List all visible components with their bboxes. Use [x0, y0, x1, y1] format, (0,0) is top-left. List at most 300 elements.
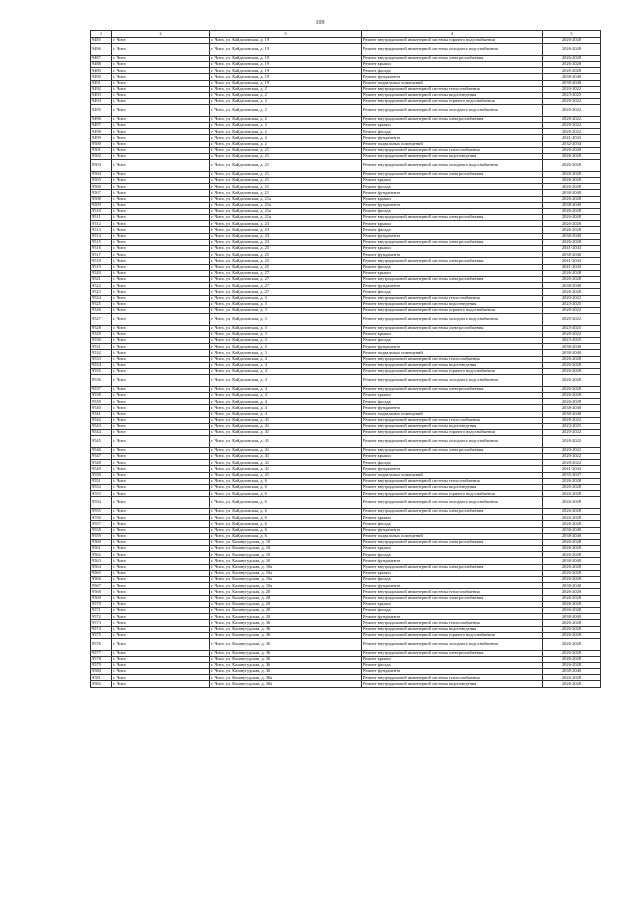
address-cell: г. Чита, ул. Кайдаловская, д. 41: [210, 447, 362, 453]
work-type-cell: Ремонт внутридомовой инженерной системы горячего водоснабжения: [362, 430, 543, 436]
period-cell: 2026-2028: [543, 276, 601, 282]
address-cell: г. Чита, ул. Кайдаловская, д. 41: [210, 460, 362, 466]
address-cell: г. Чита, ул. Кайдаловская, д. 4: [210, 356, 362, 362]
period-cell: 2026-2028: [543, 375, 601, 387]
period-cell: 2026-2028: [543, 289, 601, 295]
address-cell: г. Чита, ул. Кайдаловская, д. 6: [210, 485, 362, 491]
work-type-cell: Ремонт подвальных помещений: [362, 472, 543, 478]
locality-cell: г. Чита: [112, 270, 210, 276]
address-cell: г. Чита, ул. Кайдаловская, д. 2: [210, 105, 362, 117]
locality-cell: г. Чита: [112, 356, 210, 362]
period-cell: 2026-2028: [543, 632, 601, 638]
work-type-cell: Ремонт внутридомовой инженерной системы электроснабжения: [362, 595, 543, 601]
period-cell: 2038-2040: [543, 583, 601, 589]
address-cell: г. Чита, ул. Кайдаловская, д. 4: [210, 375, 362, 387]
work-type-cell: Ремонт фундамента: [362, 283, 543, 289]
locality-cell: г. Чита: [112, 276, 210, 282]
address-cell: г. Чита, ул. Кайдаловская, д. 2: [210, 129, 362, 135]
address-cell: г. Чита, ул. Кайдаловская, д. 4: [210, 369, 362, 375]
locality-cell: г. Чита: [112, 521, 210, 527]
address-cell: г. Чита, ул. Казанугудская, д. 36: [210, 638, 362, 650]
locality-cell: г. Чита: [112, 289, 210, 295]
period-cell: 2038-2040: [543, 614, 601, 620]
locality-cell: г. Чита: [112, 430, 210, 436]
period-cell: 2035-2037: [543, 472, 601, 478]
locality-cell: г. Чита: [112, 215, 210, 221]
row-number-cell: 9508: [91, 196, 112, 202]
address-cell: г. Чита, ул. Кайдаловская, д. 41: [210, 436, 362, 448]
locality-cell: г. Чита: [112, 258, 210, 264]
work-type-cell: Ремонт фасада: [362, 184, 543, 190]
row-number-cell: 9545: [91, 436, 112, 448]
work-type-cell: Ремонт крыши: [362, 196, 543, 202]
address-cell: г. Чита, ул. Кайдаловская, д. 19: [210, 80, 362, 86]
locality-cell: г. Чита: [112, 515, 210, 521]
address-cell: г. Чита, ул. Кайдаловская, д. 3: [210, 301, 362, 307]
period-cell: 2041-2043: [543, 264, 601, 270]
row-number-cell: 9514: [91, 233, 112, 239]
work-type-cell: Ремонт внутридомовой инженерной системы горячего водоснабжения: [362, 99, 543, 105]
work-type-cell: Ремонт внутридомовой инженерной системы теплоснабжения: [362, 620, 543, 626]
work-type-cell: Ремонт крыши: [362, 177, 543, 183]
address-cell: г. Чита, ул. Кайдаловская, д. 25: [210, 258, 362, 264]
locality-cell: г. Чита: [112, 196, 210, 202]
period-cell: 2020-2022: [543, 116, 601, 122]
period-cell: 2020-2022: [543, 454, 601, 460]
address-cell: г. Чита, ул. Казанугудская, д. 36: [210, 656, 362, 662]
locality-cell: г. Чита: [112, 375, 210, 387]
row-number-cell: 9554: [91, 497, 112, 509]
locality-cell: г. Чита: [112, 38, 210, 44]
row-number-cell: 9493: [91, 92, 112, 98]
table-row: [91, 436, 601, 448]
period-cell: 2026-2028: [543, 497, 601, 509]
locality-cell: г. Чита: [112, 92, 210, 98]
address-cell: г. Чита, ул. Кайдаловская, д. 19: [210, 74, 362, 80]
period-cell: 2020-2022: [543, 129, 601, 135]
work-type-cell: Ремонт фундамента: [362, 74, 543, 80]
work-type-cell: Ремонт внутридомовой инженерной системы холодного водоснабжения: [362, 497, 543, 509]
address-cell: г. Чита, ул. Кайдаловская, д. 3: [210, 325, 362, 331]
period-cell: 2020-2022: [543, 430, 601, 436]
address-cell: г. Чита, ул. Казанугудская, д. 36: [210, 620, 362, 626]
locality-cell: г. Чита: [112, 447, 210, 453]
row-number-cell: 9536: [91, 375, 112, 387]
address-cell: г. Чита, ул. Кайдаловская, д. 2: [210, 123, 362, 129]
work-type-cell: Ремонт внутридомовой инженерной системы теплоснабжения: [362, 86, 543, 92]
work-type-cell: Ремонт внутридомовой инженерной системы электроснабжения: [362, 564, 543, 570]
work-type-cell: Ремонт внутридомовой инженерной системы электроснабжения: [362, 539, 543, 545]
row-number-cell: 9556: [91, 515, 112, 521]
work-type-cell: Ремонт фундамента: [362, 252, 543, 258]
period-cell: 2020-2022: [543, 460, 601, 466]
work-type-cell: Ремонт фасада: [362, 662, 543, 668]
work-type-cell: Ремонт внутридомовой инженерной системы холодного водоснабжения: [362, 375, 543, 387]
period-cell: 2020-2022: [543, 307, 601, 313]
locality-cell: г. Чита: [112, 577, 210, 583]
locality-cell: г. Чита: [112, 129, 210, 135]
address-cell: г. Чита, ул. Кайдаловская, д. 25: [210, 264, 362, 270]
period-cell: 2020-2022: [543, 86, 601, 92]
period-cell: 2023-2025: [543, 423, 601, 429]
period-cell: 2038-2040: [543, 558, 601, 564]
work-type-cell: Ремонт крыши: [362, 454, 543, 460]
address-cell: г. Чита, ул. Кайдаловская, д. 3: [210, 350, 362, 356]
row-number-cell: 9544: [91, 430, 112, 436]
locality-cell: г. Чита: [112, 252, 210, 258]
locality-cell: г. Чита: [112, 301, 210, 307]
address-cell: г. Чита, ул. Казанугудская, д. 20: [210, 595, 362, 601]
row-number-cell: 9490: [91, 74, 112, 80]
work-type-cell: Ремонт фасада: [362, 399, 543, 405]
locality-cell: г. Чита: [112, 123, 210, 129]
period-cell: 2026-2028: [543, 38, 601, 44]
row-number-cell: 9525: [91, 301, 112, 307]
locality-cell: г. Чита: [112, 595, 210, 601]
work-type-cell: Ремонт фундамента: [362, 233, 543, 239]
page-number: 109: [315, 20, 325, 26]
address-cell: г. Чита, ул. Кайдаловская, д. 19: [210, 44, 362, 56]
row-number-cell: 9509: [91, 202, 112, 208]
address-cell: г. Чита, ул. Казанугудская, д. 20: [210, 607, 362, 613]
column-header: 3: [210, 31, 362, 38]
period-cell: 2026-2028: [543, 44, 601, 56]
locality-cell: г. Чита: [112, 638, 210, 650]
period-cell: 2026-2028: [543, 270, 601, 276]
row-number-cell: 9527: [91, 314, 112, 326]
work-type-cell: Ремонт фундамента: [362, 135, 543, 141]
address-cell: г. Чита, ул. Казанугудская, д. 36: [210, 662, 362, 668]
locality-cell: г. Чита: [112, 116, 210, 122]
period-cell: 2026-2028: [543, 577, 601, 583]
table-row: [91, 638, 601, 650]
period-cell: 2026-2028: [543, 595, 601, 601]
row-number-cell: 9516: [91, 246, 112, 252]
address-cell: г. Чита, ул. Кайдаловская, д. 3: [210, 338, 362, 344]
address-cell: г. Чита, ул. Кайдаловская, д. 2: [210, 92, 362, 98]
row-number-cell: 9495: [91, 105, 112, 117]
locality-cell: г. Чита: [112, 61, 210, 67]
address-cell: г. Чита, ул. Казанугудская, д. 38а: [210, 675, 362, 681]
period-cell: 2026-2028: [543, 196, 601, 202]
work-type-cell: Ремонт внутридомовой инженерной системы электроснабжения: [362, 239, 543, 245]
row-number-cell: 9504: [91, 171, 112, 177]
work-type-cell: Ремонт фундамента: [362, 466, 543, 472]
address-cell: г. Чита, ул. Кайдаловская, д. 19: [210, 38, 362, 44]
row-number-cell: 9518: [91, 258, 112, 264]
address-cell: г. Чита, ул. Кайдаловская, д. 27: [210, 283, 362, 289]
address-cell: г. Чита, ул. Кайдаловская, д. 21: [210, 190, 362, 196]
work-type-cell: Ремонт крыши: [362, 246, 543, 252]
locality-cell: г. Чита: [112, 399, 210, 405]
work-type-cell: Ремонт внутридомовой инженерной системы электроснабжения: [362, 276, 543, 282]
locality-cell: г. Чита: [112, 570, 210, 576]
locality-cell: г. Чита: [112, 583, 210, 589]
period-cell: 2026-2028: [543, 369, 601, 375]
work-type-cell: Ремонт внутридомовой инженерной системы электроснабжения: [362, 215, 543, 221]
row-number-cell: 9506: [91, 184, 112, 190]
row-number-cell: 9580: [91, 669, 112, 675]
period-cell: 2026-2028: [543, 147, 601, 153]
row-number-cell: 9528: [91, 325, 112, 331]
row-number-cell: 9549: [91, 466, 112, 472]
locality-cell: г. Чита: [112, 392, 210, 398]
locality-cell: г. Чита: [112, 350, 210, 356]
address-cell: г. Чита, ул. Кайдаловская, д. 4: [210, 399, 362, 405]
work-type-cell: Ремонт крыши: [362, 546, 543, 552]
period-cell: 2032-2034: [543, 141, 601, 147]
locality-cell: г. Чита: [112, 221, 210, 227]
row-number-cell: 9552: [91, 485, 112, 491]
row-number-cell: 9566: [91, 577, 112, 583]
period-cell: 2026-2028: [543, 485, 601, 491]
work-type-cell: Ремонт внутридомовой инженерной системы теплоснабжения: [362, 147, 543, 153]
table-row: [91, 160, 601, 172]
work-type-cell: Ремонт фасада: [362, 577, 543, 583]
period-cell: 2038-2040: [543, 527, 601, 533]
period-cell: 2026-2028: [543, 399, 601, 405]
work-type-cell: Ремонт крыши: [362, 61, 543, 67]
locality-cell: г. Чита: [112, 675, 210, 681]
table-body: [91, 38, 601, 688]
work-type-cell: Ремонт крыши: [362, 656, 543, 662]
address-cell: г. Чита, ул. Кайдаловская, д. 23: [210, 233, 362, 239]
period-cell: 2026-2028: [543, 607, 601, 613]
address-cell: г. Чита, ул. Кайдаловская, д. 6: [210, 478, 362, 484]
period-cell: 2038-2040: [543, 74, 601, 80]
locality-cell: г. Чита: [112, 338, 210, 344]
period-cell: 2026-2028: [543, 386, 601, 392]
period-cell: 2041-2043: [543, 246, 601, 252]
work-type-cell: Ремонт внутридомовой инженерной системы холодного водоснабжения: [362, 160, 543, 172]
period-cell: 2020-2022: [543, 105, 601, 117]
row-number-cell: 9572: [91, 614, 112, 620]
locality-cell: г. Чита: [112, 620, 210, 626]
period-cell: 2038-2040: [543, 533, 601, 539]
period-cell: 2041-2043: [543, 258, 601, 264]
row-number-cell: 9513: [91, 227, 112, 233]
row-number-cell: 9485: [91, 38, 112, 44]
address-cell: г. Чита, ул. Кайдаловская, д. 25: [210, 252, 362, 258]
locality-cell: г. Чита: [112, 331, 210, 337]
work-type-cell: Ремонт фундамента: [362, 527, 543, 533]
period-cell: 2020-2022: [543, 436, 601, 448]
row-number-cell: 9510: [91, 208, 112, 214]
work-type-cell: Ремонт внутридомовой инженерной системы водоотведения: [362, 485, 543, 491]
work-type-cell: Ремонт фундамента: [362, 190, 543, 196]
address-cell: г. Чита, ул. Кайдаловская, д. 41: [210, 472, 362, 478]
row-number-cell: 9507: [91, 190, 112, 196]
table-row: [91, 375, 601, 387]
work-type-cell: Ремонт подвальных помещений: [362, 533, 543, 539]
locality-cell: г. Чита: [112, 264, 210, 270]
period-cell: 2038-2040: [543, 190, 601, 196]
row-number-cell: 9492: [91, 86, 112, 92]
locality-cell: г. Чита: [112, 295, 210, 301]
work-type-cell: Ремонт внутридомовой инженерной системы теплоснабжения: [362, 356, 543, 362]
period-cell: 2023-2025: [543, 301, 601, 307]
address-cell: г. Чита, ул. Кайдаловская, д. 6: [210, 497, 362, 509]
row-number-cell: 9486: [91, 44, 112, 56]
row-number-cell: 9570: [91, 601, 112, 607]
locality-cell: г. Чита: [112, 632, 210, 638]
address-cell: г. Чита, ул. Казанугудская, д. 20: [210, 601, 362, 607]
address-cell: г. Чита, ул. Кайдаловская, д. 27: [210, 289, 362, 295]
row-number-cell: 9582: [91, 681, 112, 687]
address-cell: г. Чита, ул. Кайдаловская, д. 41: [210, 423, 362, 429]
row-number-cell: 9530: [91, 338, 112, 344]
work-type-cell: Ремонт крыши: [362, 221, 543, 227]
work-type-cell: Ремонт крыши: [362, 123, 543, 129]
period-cell: 2038-2040: [543, 344, 601, 350]
address-cell: г. Чита, ул. Кайдаловская, д. 6: [210, 533, 362, 539]
work-type-cell: Ремонт внутридомовой инженерной системы теплоснабжения: [362, 478, 543, 484]
address-cell: г. Чита, ул. Кайдаловская, д. 21: [210, 177, 362, 183]
address-cell: г. Чита, ул. Казанугудская, д. 36: [210, 626, 362, 632]
work-type-cell: Ремонт фасада: [362, 552, 543, 558]
work-type-cell: Ремонт внутридомовой инженерной системы электроснабжения: [362, 650, 543, 656]
address-cell: г. Чита, ул. Кайдаловская, д. 21: [210, 184, 362, 190]
locality-cell: г. Чита: [112, 601, 210, 607]
address-cell: г. Чита, ул. Кайдаловская, д. 21а: [210, 215, 362, 221]
row-number-cell: 9546: [91, 447, 112, 453]
work-type-cell: Ремонт внутридомовой инженерной системы теплоснабжения: [362, 417, 543, 423]
row-number-cell: 9487: [91, 55, 112, 61]
period-cell: 2026-2028: [543, 362, 601, 368]
row-number-cell: 9517: [91, 252, 112, 258]
work-type-cell: Ремонт крыши: [362, 515, 543, 521]
row-number-cell: 9526: [91, 307, 112, 313]
work-type-cell: Ремонт внутридомовой инженерной системы теплоснабжения: [362, 675, 543, 681]
period-cell: 2026-2028: [543, 356, 601, 362]
row-number-cell: 9522: [91, 283, 112, 289]
period-cell: 2020-2022: [543, 295, 601, 301]
locality-cell: г. Чита: [112, 454, 210, 460]
locality-cell: г. Чита: [112, 105, 210, 117]
period-cell: 2026-2028: [543, 508, 601, 514]
address-cell: г. Чита, ул. Кайдаловская, д. 4: [210, 362, 362, 368]
column-header: 1: [91, 31, 112, 38]
address-cell: г. Чита, ул. Кайдаловская, д. 6: [210, 515, 362, 521]
period-cell: 2026-2028: [543, 61, 601, 67]
address-cell: г. Чита, ул. Кайдаловская, д. 21: [210, 160, 362, 172]
table-row: [91, 314, 601, 326]
address-cell: г. Чита, ул. Казанугудская, д. 38а: [210, 681, 362, 687]
locality-cell: г. Чита: [112, 472, 210, 478]
row-number-cell: 9539: [91, 399, 112, 405]
row-number-cell: 9558: [91, 527, 112, 533]
locality-cell: г. Чита: [112, 564, 210, 570]
work-type-cell: Ремонт внутридомовой инженерной системы теплоснабжения: [362, 295, 543, 301]
locality-cell: г. Чита: [112, 147, 210, 153]
period-cell: 2026-2028: [543, 552, 601, 558]
work-type-cell: Ремонт фундамента: [362, 614, 543, 620]
work-type-cell: Ремонт внутридомовой инженерной системы электроснабжения: [362, 116, 543, 122]
locality-cell: г. Чита: [112, 246, 210, 252]
period-cell: 2026-2028: [543, 154, 601, 160]
work-type-cell: Ремонт внутридомовой инженерной системы горячего водоснабжения: [362, 369, 543, 375]
period-cell: 2038-2040: [543, 283, 601, 289]
locality-cell: г. Чита: [112, 171, 210, 177]
period-cell: 2041-2043: [543, 135, 601, 141]
locality-cell: г. Чита: [112, 436, 210, 448]
row-number-cell: 9491: [91, 80, 112, 86]
table-header-row: [91, 31, 601, 38]
period-cell: 2026-2028: [543, 227, 601, 233]
address-cell: г. Чита, ул. Кайдаловская, д. 19: [210, 61, 362, 67]
locality-cell: г. Чита: [112, 44, 210, 56]
work-type-cell: Ремонт внутридомовой инженерной системы холодного водоснабжения: [362, 105, 543, 117]
row-number-cell: 9499: [91, 135, 112, 141]
period-cell: 2026-2028: [543, 662, 601, 668]
address-cell: г. Чита, ул. Кайдаловская, д. 21а: [210, 208, 362, 214]
work-type-cell: Ремонт подвальных помещений: [362, 80, 543, 86]
row-number-cell: 9559: [91, 533, 112, 539]
locality-cell: г. Чита: [112, 423, 210, 429]
work-type-cell: Ремонт внутридомовой инженерной системы электроснабжения: [362, 171, 543, 177]
address-cell: г. Чита, ул. Кайдаловская, д. 21: [210, 171, 362, 177]
locality-cell: г. Чита: [112, 233, 210, 239]
row-number-cell: 9529: [91, 331, 112, 337]
locality-cell: г. Чита: [112, 86, 210, 92]
row-number-cell: 9531: [91, 344, 112, 350]
row-number-cell: 9496: [91, 116, 112, 122]
locality-cell: г. Чита: [112, 160, 210, 172]
row-number-cell: 9555: [91, 508, 112, 514]
address-cell: г. Чита, ул. Кайдаловская, д. 27: [210, 270, 362, 276]
period-cell: 2020-2022: [543, 417, 601, 423]
address-cell: г. Чита, ул. Кайдаловская, д. 23: [210, 239, 362, 245]
locality-cell: г. Чита: [112, 478, 210, 484]
row-number-cell: 9523: [91, 289, 112, 295]
period-cell: 2026-2028: [543, 239, 601, 245]
row-number-cell: 9542: [91, 417, 112, 423]
period-cell: 2026-2028: [543, 515, 601, 521]
address-cell: г. Чита, ул. Кайдаловская, д. 3: [210, 314, 362, 326]
work-type-cell: Ремонт фасада: [362, 460, 543, 466]
locality-cell: г. Чита: [112, 650, 210, 656]
column-header: 2: [112, 31, 210, 38]
address-cell: г. Чита, ул. Кайдаловская, д. 2: [210, 141, 362, 147]
work-type-cell: Ремонт внутридомовой инженерной системы водоотведения: [362, 681, 543, 687]
period-cell: 2038-2040: [543, 233, 601, 239]
period-cell: 2026-2028: [543, 160, 601, 172]
row-number-cell: 9500: [91, 141, 112, 147]
row-number-cell: 9574: [91, 626, 112, 632]
period-cell: 2026-2028: [543, 681, 601, 687]
period-cell: 2026-2028: [543, 392, 601, 398]
locality-cell: г. Чита: [112, 491, 210, 497]
row-number-cell: 9567: [91, 583, 112, 589]
row-number-cell: 9532: [91, 350, 112, 356]
period-cell: 2026-2028: [543, 675, 601, 681]
address-cell: г. Чита, ул. Казанугудская, д. 36: [210, 632, 362, 638]
row-number-cell: 9541: [91, 411, 112, 417]
row-number-cell: 9520: [91, 270, 112, 276]
row-number-cell: 9537: [91, 386, 112, 392]
work-type-cell: Ремонт внутридомовой инженерной системы холодного водоснабжения: [362, 314, 543, 326]
address-cell: г. Чита, ул. Казанугудская, д. 20: [210, 589, 362, 595]
address-cell: г. Чита, ул. Кайдаловская, д. 23: [210, 221, 362, 227]
address-cell: г. Чита, ул. Кайдаловская, д. 19: [210, 68, 362, 74]
locality-cell: г. Чита: [112, 307, 210, 313]
work-type-cell: Ремонт внутридомовой инженерной системы электроснабжения: [362, 55, 543, 61]
work-type-cell: Ремонт фасада: [362, 521, 543, 527]
address-cell: г. Чита, ул. Кайдаловская, д. 41: [210, 454, 362, 460]
row-number-cell: 9538: [91, 392, 112, 398]
row-number-cell: 9557: [91, 521, 112, 527]
work-type-cell: Ремонт внутридомовой инженерной системы холодного водоснабжения: [362, 436, 543, 448]
